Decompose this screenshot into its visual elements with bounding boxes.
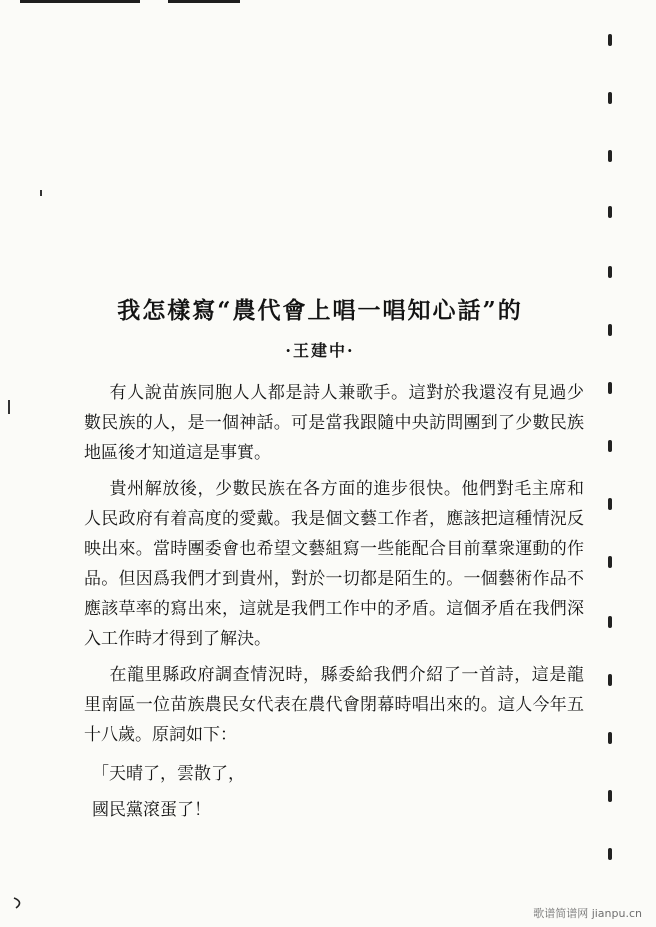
binding-hole-mark [608,848,612,860]
page-corner-mark [12,896,28,910]
binding-hole-mark [608,674,612,686]
binding-hole-mark [608,266,612,278]
lyrics-block [84,756,584,828]
binding-hole-mark [608,616,612,628]
article-title: 我怎樣寫“農代會上唱一唱知心話”的 [117,297,523,324]
binding-hole-mark [608,440,612,452]
paragraph: 在龍里縣政府調查情況時，縣委給我們介紹了一首詩，這是龍里南區一位苗族農民女代表在農代會閉幕時唱出來的。這人今年五十八歲。原詞如下： [84,665,584,745]
binding-hole-mark [608,150,612,162]
site-watermark: 歌谱简谱网 jianpu.cn [533,907,642,920]
top-border-rule [168,0,240,3]
lyric-line: 「天晴了，雲散了， [92,764,245,784]
scan-speck [40,190,42,196]
paragraph: 有人說苗族同胞人人都是詩人兼歌手。這對於我還沒有見過少數民族的人，是一個神話。可是當我跟隨中央訪問團到了少數民族地區後才知道這是事實。 [84,383,584,463]
lyric-line: 國民黨滾蛋了！ [92,800,211,820]
binding-hole-mark [608,790,612,802]
binding-hole-mark [608,498,612,510]
binding-hole-mark [608,382,612,394]
paragraph: 貴州解放後，少數民族在各方面的進步很快。他們對毛主席和人民政府有着高度的愛戴。我是個文藝工作者，應該把這種情況反映出來。當時團委會也希望文藝組寫一些能配合目前羣衆運動的作品。但因爲我們才到貴州，對於一切都是陌生的。一個藝術作品不應該草率的寫出來，這就是我們工作中的矛盾。這個矛盾在我們深入工作時才得到了解決。 [84,479,584,649]
binding-hole-mark [608,324,612,336]
binding-hole-mark [608,556,612,568]
top-border-rule [20,0,140,3]
binding-hole-mark [608,732,612,744]
binding-hole-mark [608,92,612,104]
scan-speck [8,400,10,414]
binding-hole-mark [608,206,612,218]
author-byline: ·王建中· [285,341,355,360]
binding-hole-mark [608,34,612,46]
article-body [84,378,584,828]
